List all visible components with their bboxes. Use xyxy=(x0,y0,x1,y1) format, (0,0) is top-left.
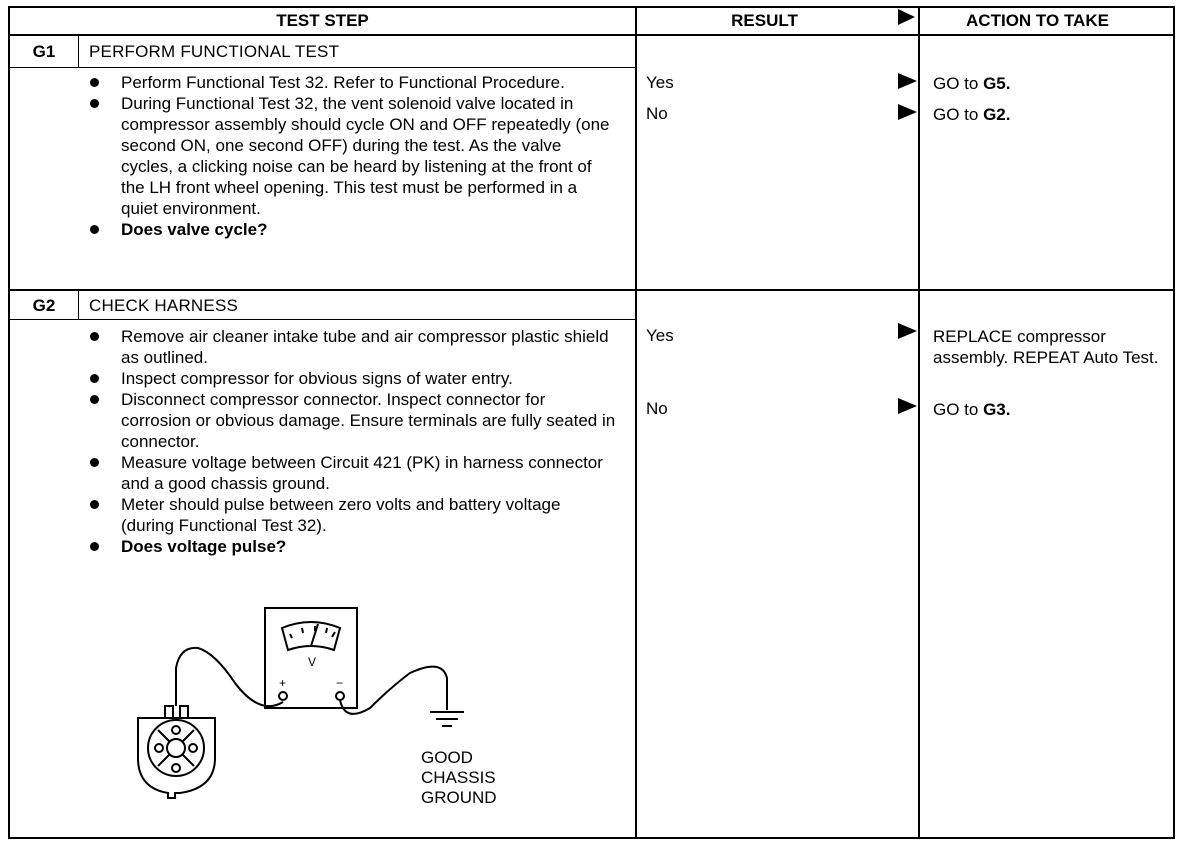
g2-bullet-4: Measure voltage between Circuit 421 (PK) in harness connector and a good chassis ground. xyxy=(87,452,617,494)
g1-action-no xyxy=(933,104,1168,125)
g1-bullet-question: Does valve cycle? xyxy=(87,219,617,240)
g1-action-no-prefix: GO to xyxy=(933,105,984,124)
g1-yes-arrow-icon xyxy=(898,73,917,89)
table-bottom-border xyxy=(8,837,1175,839)
g1-action-yes-prefix: GO to xyxy=(933,74,984,93)
chassis-ground-icon xyxy=(430,712,464,726)
step-title-g2: CHECK HARNESS xyxy=(89,296,239,315)
table-left-border xyxy=(8,6,10,839)
g2-bullet-1: Remove air cleaner intake tube and air compressor plastic shield as outlined. xyxy=(87,326,617,368)
g1-title-bottom-border xyxy=(8,67,635,68)
g1-action-yes-target: G5. xyxy=(983,74,1011,93)
meter-plus-label: + xyxy=(279,676,287,690)
g1-bullet-2: During Functional Test 32, the vent solenoid valve located in compressor assembly should cycle ON and OFF repeatedly (one second ON, one second OFF) during the test. As the valve cycles, a clicking noise can be heard by listening at the front of the LH front wheel opening. This test must be performed in a quiet environment. xyxy=(87,93,617,219)
g2-bullet-3: Disconnect compressor connector. Inspect connector for corrosion or obvious damage. Ensure terminals are fully seated in connector. xyxy=(87,389,617,452)
g2-result-yes: Yes xyxy=(646,326,674,345)
step-id-divider-g1 xyxy=(78,36,79,68)
g1-bullet-list xyxy=(87,72,617,240)
g1-result-no: No xyxy=(646,104,668,123)
step-id-g1: G1 xyxy=(32,42,56,61)
g2-bullet-list xyxy=(87,326,617,557)
g2-result-no: No xyxy=(646,399,668,418)
g1-action-yes xyxy=(933,73,1168,94)
header-bottom-border xyxy=(8,34,1175,36)
step-id-g2: G2 xyxy=(32,296,56,315)
g2-bullet-5: Meter should pulse between zero volts and battery voltage (during Functional Test 32). xyxy=(87,494,617,536)
ground-label-line-2: CHASSIS xyxy=(421,768,496,787)
g2-action-no-prefix: GO to xyxy=(933,400,984,419)
step-id-divider-g2 xyxy=(78,291,79,320)
g1-no-arrow-icon xyxy=(898,104,917,120)
compressor-connector-icon xyxy=(138,706,215,798)
ground-label xyxy=(421,748,497,808)
g2-bullet-2: Inspect compressor for obvious signs of water entry. xyxy=(87,368,617,389)
header-test-step: TEST STEP xyxy=(276,11,369,30)
g2-yes-arrow-icon xyxy=(898,323,917,339)
g1-bullet-1: Perform Functional Test 32. Refer to Functional Procedure. xyxy=(87,72,617,93)
header-result: RESULT xyxy=(731,11,798,30)
g1-action-no-target: G2. xyxy=(983,105,1011,124)
g2-action-yes: REPLACE compressor assembly. REPEAT Auto Test. xyxy=(933,327,1159,367)
g2-no-arrow-icon xyxy=(898,398,917,414)
action-column-divider xyxy=(918,6,920,839)
result-column-divider xyxy=(635,6,637,839)
g1-bottom-border xyxy=(8,289,1175,291)
g2-title-bottom-border xyxy=(8,319,635,320)
g2-action-no-target: G3. xyxy=(983,400,1011,419)
header-action: ACTION TO TAKE xyxy=(966,11,1109,30)
meter-minus-label: − xyxy=(336,676,344,690)
header-arrow-icon xyxy=(898,9,915,25)
step-title-g1: PERFORM FUNCTIONAL TEST xyxy=(89,42,340,61)
ground-label-line-3: GROUND xyxy=(421,788,497,807)
g1-result-yes: Yes xyxy=(646,73,674,92)
meter-label: V xyxy=(308,655,317,669)
g2-bullet-question: Does voltage pulse? xyxy=(87,536,617,557)
table-right-border xyxy=(1173,6,1175,839)
ground-label-line-1: GOOD xyxy=(421,748,473,767)
g2-action-no xyxy=(933,399,1168,420)
positive-lead-wire xyxy=(176,648,283,706)
